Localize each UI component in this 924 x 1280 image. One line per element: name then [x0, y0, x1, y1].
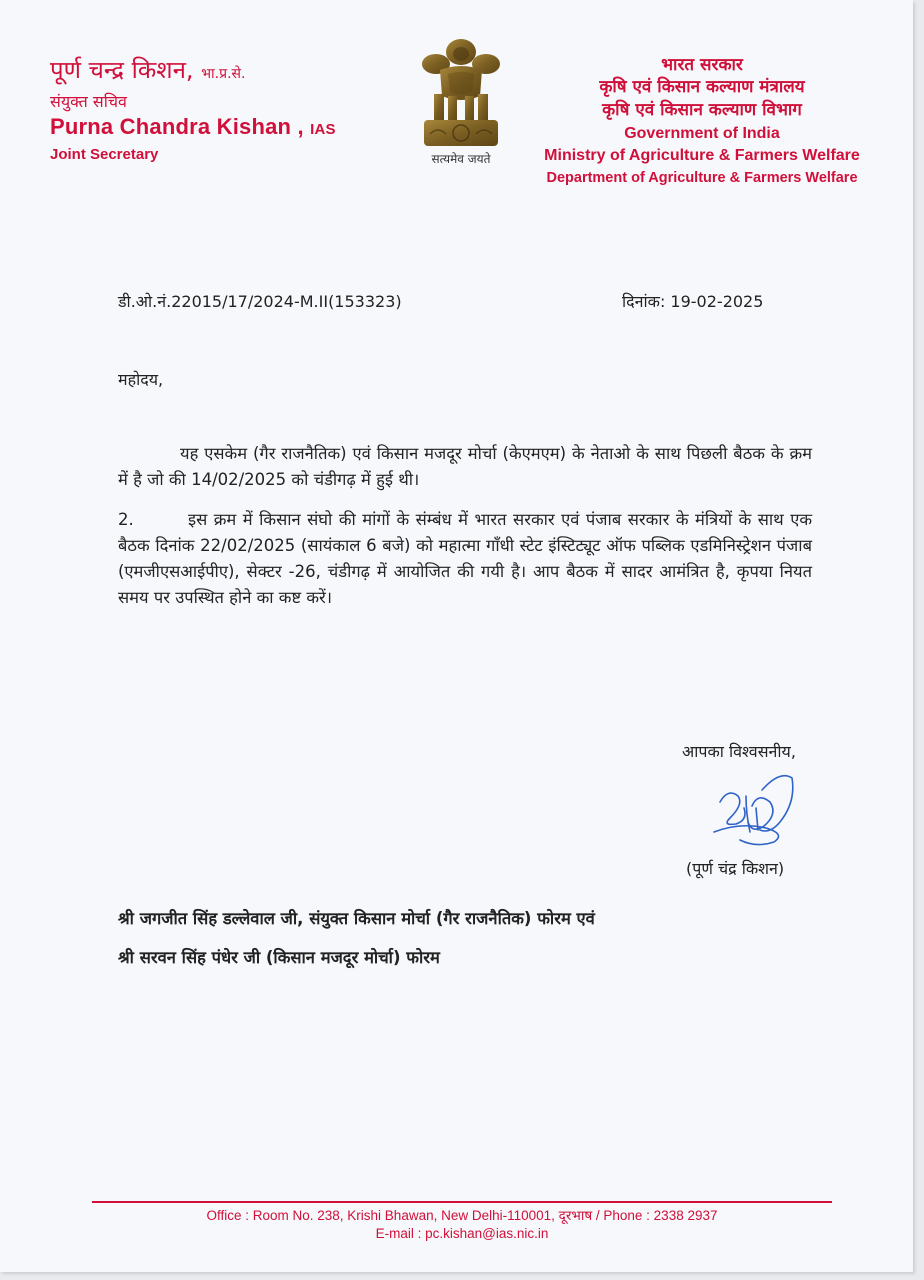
handwritten-signature: [700, 762, 810, 862]
paragraph-2-text: इस क्रम में किसान संघो की मांगों के संम्बंध में भारत सरकार एवं पंजाब सरकार के मंत्रियों के साथ एक बैठक दिनांक 22/02/2025 (सायंकाल 6 बजे) को महात्मा गाँधी स्टेट इंस्टिट्यूट ऑफ पब्लिक एडमिनिस्ट्रेशन पंजाब (एमजीएसआईपीए), सेक्टर -26, चंडीगढ़ में आयोजित की गयी है। आप बैठक में सादर आमंत्रित है, कृपया नियत समय पर उपस्थित होने का कष्ट करें।: [118, 510, 812, 607]
sender-english-designation: Joint Secretary: [50, 146, 159, 163]
paragraph-2: [118, 507, 812, 611]
signer-name: (पूर्ण चंद्र किशन): [686, 859, 785, 878]
emblem-motto: सत्यमेव जयते: [431, 152, 491, 166]
footer: [92, 1207, 832, 1243]
salutation: महोदय,: [118, 370, 164, 389]
department-hindi: कृषि एवं किसान कल्याण विभाग: [602, 100, 802, 120]
govt-english: Government of India: [624, 125, 780, 142]
sender-hindi-designation: संयुक्त सचिव: [50, 92, 127, 111]
department-english: Department of Agriculture & Farmers Welfare: [546, 170, 858, 186]
paragraph-2-number: 2.: [118, 510, 134, 529]
govt-hindi: भारत सरकार: [661, 55, 743, 75]
sender-block: [50, 56, 336, 165]
addressee-1: श्री जगजीत सिंह डल्लेवाल जी, संयुक्त किसान मोर्चा (गैर राजनैतिक) फोरम एवं: [118, 909, 595, 928]
footer-email[interactable]: E-mail : pc.kishan@ias.nic.in: [375, 1226, 549, 1241]
footer-divider: [92, 1201, 832, 1203]
sender-hindi-service: भा.प्र.से.: [201, 66, 246, 82]
footer-address: Office : Room No. 238, Krishi Bhawan, New Delhi-110001, दूरभाष / Phone : 2338 2937: [206, 1208, 718, 1223]
sender-hindi-name-line: [50, 56, 336, 88]
sender-english-name-line: [50, 114, 336, 143]
ministry-block: [524, 54, 880, 189]
letter-date: दिनांक: 19-02-2025: [622, 292, 764, 311]
paragraph-1: यह एसकेम (गैर राजनैतिक) एवं किसान मजदूर मोर्चा (केएमएम) के नेताओ के साथ पिछली बैठक के क्रम में है जो की 14/02/2025 को चंडीगढ़ में हुई थी।: [118, 444, 812, 489]
closing: आपका विश्वसनीय,: [682, 742, 796, 761]
addressee-2: श्री सरवन सिंह पंधेर जी (किसान मजदूर मोर्चा) फोरम: [118, 948, 440, 967]
sender-english-service: IAS: [310, 121, 336, 138]
reference-number: डी.ओ.नं.22015/17/2024-M.II(153323): [118, 292, 402, 311]
ministry-hindi: कृषि एवं किसान कल्याण मंत्रालय: [599, 77, 805, 97]
sender-hindi-name: पूर्ण चन्द्र किशन,: [50, 56, 194, 84]
ministry-english: Ministry of Agriculture & Farmers Welfare: [544, 147, 860, 164]
sender-english-name: Purna Chandra Kishan ,: [50, 114, 304, 139]
